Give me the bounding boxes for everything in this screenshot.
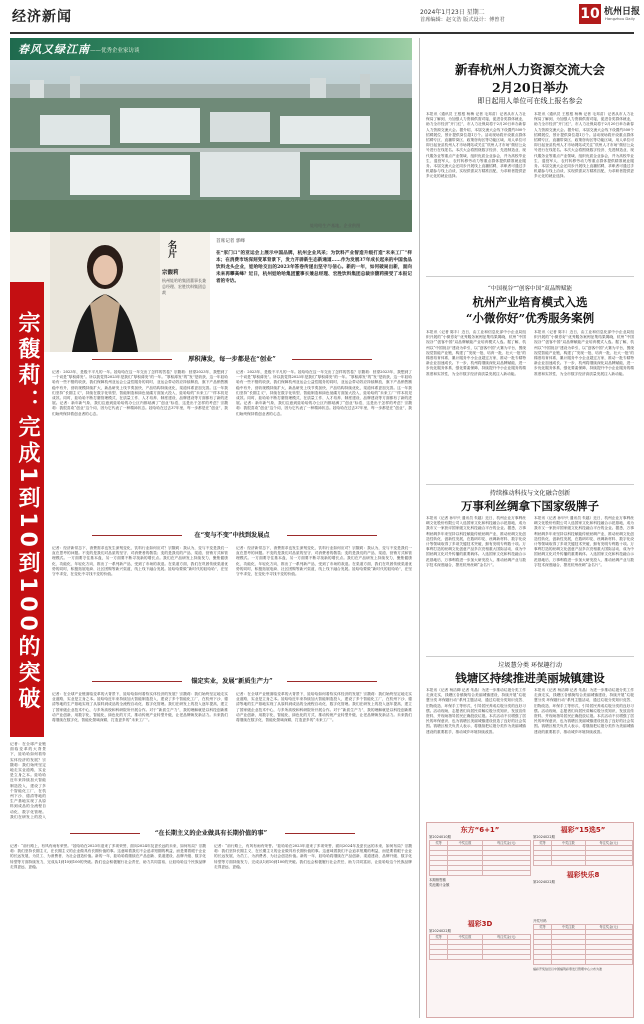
- lottery-east-pool: 奖池累计金额: [429, 883, 450, 888]
- subhead-1-text: 厚积薄发，每一步都是在“创业”: [188, 356, 276, 363]
- gz-article: [426, 282, 634, 482]
- lottery-fc15-table: 奖等 中奖注数 每注奖金(元): [533, 840, 633, 866]
- masthead-rule: [10, 32, 634, 34]
- qt-headline: 钱塘区持续推进美丽城镇建设: [455, 671, 605, 685]
- feature-body-3c: 记者：在全球产业链面临变革的大背景下，娃哈哈如何看待实体经济的发展？宗馥莉：我们始终坚定地走实业道路，实业是立身之本。娃哈哈近年来持续加大智能制造投入，建设了多个智能化工厂，在杭州下沙、德清等地的生产基地实现了从原料到成品的全流程自动化、数字化管理。我们在研发上的投入: [10, 742, 46, 819]
- hr-headline-2: 2月20日举办: [491, 80, 569, 95]
- qt-kicker: 垃圾慧分类 环保趣行动: [498, 662, 562, 669]
- qt-article: [426, 660, 634, 820]
- feature-body-1: 记者：2023年，是极不平凡的一年。娃哈哈在这一年交出了怎样的答卷？宗馥莉：回望2023年，我想到了一个词是“厚积薄发”。所以我觉得2023年是我们“厚积薄发”的一年。“厚积薄发”的“发”是收获，这一年娃哈哈有一些不错的收获，我们保障杭州亚运会公益性服务的同时，亚运会带动效应持续释放，旗下产品销售额稳中有升，营收规模持续扩大，新品研发上线节奏加快，产品结构持续优化，渠道体系更加完善。这一年我们坚持“长期主义”，持续在数字化转型、智能制造和绿色低碳方面加大投入，娃哈哈的“未来工厂”样本初见成效。同时，娃哈哈不断打磨管理模式，在质量工作、人才培养、制度建设、品牌建设等方面都有了新的进展。记者：新年新气象，我们注意到娃哈哈的办公区内都贴满了“创业”标语，这是出于怎样的考虑？宗馥莉：我很喜欢“创业”这个词，因为它代表了一种精神状态。娃哈哈在过去37年里，每一步都是在“创业”，我们始终保持着创业者的心态。: [52, 370, 228, 416]
- gz-headline-1: 杭州产业培育模式入选: [472, 295, 588, 309]
- lottery-happy8-table: 奖等 中奖注数 每注奖金(元): [533, 924, 633, 965]
- subhead-2-text: 在“变与不变”中找到发展点: [194, 532, 270, 539]
- lottery-east: [429, 825, 531, 917]
- name-card-panel: [136, 214, 336, 232]
- qt-body-b: 本报讯（记者 杨洁卿 记者 朱晶）为进一步推动垃圾分类工作走深走实，钱塘区各镇街结合美丽城镇建设，持续开展“垃圾慧分类 环保趣行动”系列主题活动，通过垃圾分类知识竞答、旧物改造、环保手工等形式，引导居民养成垃圾分类的良好习惯。活动现场，志愿者们向居民讲解垃圾分类知识，发放宣传资料，并现场指导居民正确投放垃圾。本次活动不仅增强了居民的环保意识，也为钱塘区美丽城镇建设营造了良好的社会氛围。钱塘区相关负责人表示，将继续把垃圾分类作为美丽城镇建设的重要抓手，推动城乡环境持续改善。: [534, 688, 634, 734]
- lottery-happy8-issue: 第2024022期: [533, 880, 555, 885]
- vertical-title: 宗馥莉：完成1到10到100的突破: [15, 311, 40, 713]
- subhead-4: [10, 828, 412, 840]
- page-number: 10: [580, 6, 600, 22]
- name-card-name: 宗馥莉: [162, 270, 179, 276]
- feature-body-1b: 记者：2023年，是极不平凡的一年。娃哈哈在这一年交出了怎样的答卷？宗馥莉：回望2023年，我想到了一个词是“厚积薄发”。所以我觉得2023年是我们“厚积薄发”的一年。“厚积薄发”的“发”是收获，这一年娃哈哈有一些不错的收获，我们保障杭州亚运会公益性服务的同时，亚运会带动效应持续释放，旗下产品销售额稳中有升，营收规模持续扩大，新品研发上线节奏加快，产品结构持续优化，渠道体系更加完善。这一年我们坚持“长期主义”，持续在数字化转型、智能制造和绿色低碳方面加大投入，娃哈哈的“未来工厂”样本初见成效。同时，娃哈哈不断打磨管理模式，在质量工作、人才培养、制度建设、品牌建设等方面都有了新的进展。记者：新年新气象，我们注意到娃哈哈的办公区内都贴满了“创业”标语，这是出于怎样的考虑？宗馥莉：我很喜欢“创业”这个词，因为它代表了一种精神状态。娃哈哈在过去37年里，每一步都是在“创业”，我们始终保持着创业者的心态。: [236, 370, 412, 416]
- hr-article-rule: [426, 276, 634, 277]
- feature-banner: [10, 38, 412, 60]
- paper-name-en: Hangzhou Daily: [605, 16, 635, 21]
- column-divider: [419, 38, 420, 1018]
- paper-name: 杭州日报: [604, 7, 641, 17]
- factory-aerial-image: [10, 60, 412, 232]
- lottery-happy8: [533, 919, 633, 1015]
- lottery-east-table: 奖等 中奖注数 每注奖金(元): [429, 840, 531, 876]
- wh-body: 本报讯（记者 孙甲兴 通讯员 朱越）近日，杭州企业万事利丝绸文化股份有限公司入选国家文化和科技融合示范基地，成为我市又一家获评国家级文化科技融合平台的企业。据悉，万事利丝绸多年来坚持以科技赋能传统丝绸产业，推动丝绸文化创造性转化、创新性发展，在数码印花、丝绸新材料、数字化设计等领域取得了多项关键技术突破，拥有发明专利数十项。万事利打造的丝绸文化创意产品多次亮相重大国际活动，成为中国丝绸文化对外传播的重要载体。入选国家文化和科技融合示范基地后，万事利将进一步加大研发投入，推动丝绸产业与数字技术深度融合，擦亮杭州丝绸“金名片”。: [426, 516, 526, 567]
- gz-headline-2: “小微你好”优秀服务案例: [465, 311, 595, 325]
- banner-subtitle: ——优秀企业家访谈: [90, 48, 140, 54]
- lottery-fc3d-title: 福彩3D: [467, 920, 493, 928]
- lottery-fc3d-issue: 第2024022期: [429, 929, 451, 933]
- feature-body-3b: 记者：在全球产业链面临变革的大背景下，娃哈哈如何看待实体经济的发展？宗馥莉：我们始终坚定地走实业道路，实业是立身之本。娃哈哈近年来持续加大智能制造投入，建设了多个智能化工厂，在杭州下沙、德清等地的生产基地实现了从原料到成品的全流程自动化、数字化管理。我们在研发上的投入逐年提高，建立了国家级企业技术中心，与多所高校和科研院所开展合作。对于“新质生产力”，我的理解就是以科技创新推动产业创新，用数字化、智能化、绿色化的方式，推动传统产业转型升级，让老品牌焕发新活力。未来我们将继续在数字化、智能化领域深耕，打造更多的“未来工厂”。: [236, 692, 412, 723]
- lottery-east-sales: 本期销售额: [429, 878, 446, 883]
- gz-body-b: 本报讯（记者 陈丰）近日，由工业和信息化部中小企业局组织开展的“小微你好”优秀服务案例征集结果揭晓，杭州“中国视谷”“创客中国”双品牌赋能产业培育模式入选。据了解，杭州以“中国视谷”建设为牵引，以“创客中国”大赛为平台，围绕视觉智能产业链，构建了“发现一批、培育一批、壮大一批”的梯度培育体系，累计服务中小企业超过万家，推动一批专精特新企业加速成长。下一步，杭州将继续深化双品牌赋能，进一步优化服务体系，强化要素保障，持续提升中小企业服务的精准度和实效性，为全市数字经济高质量发展注入新动能。: [534, 330, 634, 376]
- byline: 首席记者 郭峰: [216, 239, 246, 244]
- feature-body-2b: 记者：经济新常态下，消费需求也发生深刻变化，饮料行业如何应对？宗馥莉：我认为，变与不变是我们一直在思考的问题。不变的是我们对品质的坚守、对消费者的敬畏；变的是我们的产品、渠道、营销方式和管理模式。一方面要守住基本盘，另一方面要不断寻找新的增长点。我们在产品研发上持续发力，聚焦健康化、功能化、年轻化方向，推出了一系列新产品，受到了市场的欢迎。在渠道方面，我们在巩固传统渠道优势的同时，积极拓展电商、社区团购等新兴渠道，线上线下融合发展。娃哈哈要做“新时代的娃哈哈”，在坚守中求变，在变化中寻找不变的价值。: [236, 546, 412, 577]
- wh-headline: 万事利丝绸拿下国家级牌子: [461, 499, 599, 513]
- vertical-title-block: [10, 282, 44, 737]
- lottery-fc3d-table: 奖等 中奖注数 每注奖金(元): [429, 934, 531, 960]
- hr-subhead: 即日起用人单位可在线上报名参会: [477, 97, 583, 105]
- gz-kicker: “中国视谷”“创客中国”双品牌赋能: [487, 286, 573, 292]
- wh-article-rule: [426, 656, 634, 657]
- lottery-footer: 福彩开奖信息以中国福利彩票发行管理中心公布为准: [533, 967, 603, 972]
- hr-body-b: 本报讯（通讯员 王根根 杨梅 记者 毛邦苗）记者从市人力社保局了解到，为加强人力资源供需对接，促进各类群体就业，助力全市经济“开门红”，市人力社保局将于2月20日举办新春人力资源交流大会。据介绍，本届交流大会线下设置约500个招聘展位，预计提供岗位超1万个。活动现场将开设重点群体招聘专区、直播带岗区、政策咨询区等功能区域，用人单位可即日起登录杭州人才市场网站或关注“杭州人才市场”微信公众号进行在线报名。本次大会将围绕数字经济、先进制造业、现代服务业等重点产业领域，组织优质企业参会，并为高校毕业生、退役军人、农村转移劳动力等重点群体提供精准就业服务。本届交流大会还同步开展线上直播招聘，求职者可通过手机端参与线上洽谈，实现供需双方精准匹配，为求职者提供更多元化的就业选择。: [534, 112, 634, 179]
- feature-body-2: 记者：经济新常态下，消费需求也发生深刻变化，饮料行业如何应对？宗馥莉：我认为，变与不变是我们一直在思考的问题。不变的是我们对品质的坚守、对消费者的敬畏；变的是我们的产品、渠道、营销方式和管理模式。一方面要守住基本盘，另一方面要不断寻找新的增长点。我们在产品研发上持续发力，聚焦健康化、功能化、年轻化方向，推出了一系列新产品，受到了市场的欢迎。在渠道方面，我们在巩固传统渠道优势的同时，积极拓展电商、社区团购等新兴渠道，线上线下融合发展。娃哈哈要做“新时代的娃哈哈”，在坚守中求变，在变化中寻找不变的价值。: [52, 546, 228, 577]
- lottery-fc15: [533, 825, 633, 917]
- subhead-4-text: “在长期主义的企业做具有长期价值的事”: [154, 830, 268, 837]
- feature-intro: 在“家门口”的亚运会上展示中国品牌，杭州企业风采；为饮料产业智造升级打造“未来工厂”样本；在消费市场深刻变革背景下，发力开辟新生态新通道……作为发展37年成长起来的中国食品饮料龙头企业，娃哈哈交出的2023年答卷传递出坚守与信心。新的一年，如何破局出新，面向未来再攀高峰？近日，杭州娃哈哈集团董事长兼总经理、宏胜饮料集团总裁宗馥莉接受了本报记者的专访。: [216, 251, 412, 284]
- issue-date: 2024年1月23日 星期二: [420, 9, 485, 16]
- gz-body: 本报讯（记者 陈丰）近日，由工业和信息化部中小企业局组织开展的“小微你好”优秀服务案例征集结果揭晓，杭州“中国视谷”“创客中国”双品牌赋能产业培育模式入选。据了解，杭州以“中国视谷”建设为牵引，以“创客中国”大赛为平台，围绕视觉智能产业链，构建了“发现一批、培育一批、壮大一批”的梯度培育体系，累计服务中小企业超过万家，推动一批专精特新企业加速成长。下一步，杭州将继续深化双品牌赋能，进一步优化服务体系，强化要素保障，持续提升中小企业服务的精准度和实效性，为全市数字经济高质量发展注入新动能。: [426, 330, 526, 376]
- lottery-fc3d: [429, 919, 531, 1015]
- feature-body-4: 记者：“前行路上，有风有雨有荣誉。”娃哈哈在2023年迎来了多项荣誉，面向2024年及更长远的未来，如何布局？宗馥莉：我们坚持长期主义，在长期主义的企业做具有长期价值的事。这意味着我们不会追求短期的利益，而是要着眼于企业的长远发展，为员工、为消费者、为社会创造价值。新的一年，娃哈哈将继续在产品创新、渠道建设、品牌升级、数字化转型等方面持续发力，完成从1到10到100的突破。我们也会积极履行社会责任，助力共同富裕，让娃哈哈这个民族品牌走得更远、更稳。: [10, 844, 206, 869]
- feature-body-4b: 记者：“前行路上，有风有雨有荣誉。”娃哈哈在2023年迎来了多项荣誉，面向2024年及更长远的未来，如何布局？宗馥莉：我们坚持长期主义，在长期主义的企业做具有长期价值的事。这意味着我们不会追求短期的利益，而是要着眼于企业的长远发展，为员工、为消费者、为社会创造价值。新的一年，娃哈哈将继续在产品创新、渠道建设、品牌升级、数字化转型等方面持续发力，完成从1到10到100的突破。我们也会积极履行社会责任，助力共同富裕，让娃哈哈这个民族品牌走得更远、更稳。: [214, 844, 412, 869]
- subhead-2: [52, 530, 412, 542]
- masthead: [0, 0, 644, 35]
- lottery-fc15-issue: 第2024022期: [533, 835, 555, 839]
- hr-article: [426, 38, 634, 272]
- subhead-1: [52, 354, 412, 366]
- section-title: 经济新闻: [12, 9, 72, 25]
- lottery-panel: [426, 822, 634, 1018]
- hr-headline-1: 新春杭州人力资源交流大会: [454, 62, 605, 77]
- name-card-label: 名片: [166, 240, 176, 258]
- wh-body-b: 本报讯（记者 孙甲兴 通讯员 朱越）近日，杭州企业万事利丝绸文化股份有限公司入选国家文化和科技融合示范基地，成为我市又一家获评国家级文化科技融合平台的企业。据悉，万事利丝绸多年来坚持以科技赋能传统丝绸产业，推动丝绸文化创造性转化、创新性发展，在数码印花、丝绸新材料、数字化设计等领域取得了多项关键技术突破，拥有发明专利数十项。万事利打造的丝绸文化创意产品多次亮相重大国际活动，成为中国丝绸文化对外传播的重要载体。入选国家文化和科技融合示范基地后，万事利将进一步加大研发投入，推动丝绸产业与数字技术深度融合，擦亮杭州丝绸“金名片”。: [534, 516, 634, 567]
- qt-body: 本报讯（记者 杨洁卿 记者 朱晶）为进一步推动垃圾分类工作走深走实，钱塘区各镇街结合美丽城镇建设，持续开展“垃圾慧分类 环保趣行动”系列主题活动，通过垃圾分类知识竞答、旧物改造、环保手工等形式，引导居民养成垃圾分类的良好习惯。活动现场，志愿者们向居民讲解垃圾分类知识，发放宣传资料，并现场指导居民正确投放垃圾。本次活动不仅增强了居民的环保意识，也为钱塘区美丽城镇建设营造了良好的社会氛围。钱塘区相关负责人表示，将继续把垃圾分类作为美丽城镇建设的重要抓手，推动城乡环境持续改善。: [426, 688, 526, 734]
- feature-body-3: 记者：在全球产业链面临变革的大背景下，娃哈哈如何看待实体经济的发展？宗馥莉：我们始终坚定地走实业道路，实业是立身之本。娃哈哈近年来持续加大智能制造投入，建设了多个智能化工厂，在杭州下沙、德清等地的生产基地实现了从原料到成品的全流程自动化、数字化管理。我们在研发上的投入逐年提高，建立了国家级企业技术中心，与多所高校和科研院所开展合作。对于“新质生产力”，我的理解就是以科技创新推动产业创新，用数字化、智能化、绿色化的方式，推动传统产业转型升级，让老品牌焕发新活力。未来我们将继续在数字化、智能化领域深耕，打造更多的“未来工厂”。: [52, 692, 228, 723]
- wh-article: [426, 488, 634, 654]
- subhead-3-text: 锚定实业，发展“新质生产力”: [191, 678, 273, 685]
- lottery-happy8-title: 福彩快乐8: [566, 871, 600, 880]
- lottery-fc15-title: 福彩“15选5”: [560, 826, 606, 834]
- hr-body: 本报讯（通讯员 王根根 杨梅 记者 毛邦苗）记者从市人力社保局了解到，为加强人力资源供需对接，促进各类群体就业，助力全市经济“开门红”，市人力社保局将于2月20日举办新春人力资源交流大会。据介绍，本届交流大会线下设置约500个招聘展位，预计提供岗位超1万个。活动现场将开设重点群体招聘专区、直播带岗区、政策咨询区等功能区域，用人单位可即日起登录杭州人才市场网站或关注“杭州人才市场”微信公众号进行在线报名。本次大会将围绕数字经济、先进制造业、现代服务业等重点产业领域，组织优质企业参会，并为高校毕业生、退役军人、农村转移劳动力等重点群体提供精准就业服务。本届交流大会还同步开展线上直播招聘，求职者可通过手机端参与线上洽谈，实现供需双方精准匹配，为求职者提供更多元化的就业选择。: [426, 112, 526, 179]
- lottery-happy8-open: 开奖号码: [533, 919, 547, 923]
- banner-title: 春风又绿江南: [18, 43, 90, 56]
- photo-caption: 娃哈哈生产基地。企业供图: [310, 223, 361, 228]
- wh-kicker: 持续推动科技与文化融合创新: [489, 490, 571, 497]
- gz-article-rule: [426, 484, 634, 485]
- factory-photo: [10, 60, 412, 232]
- lottery-east-title: 东方“6+1”: [460, 826, 500, 834]
- subhead-3: [52, 676, 412, 688]
- lottery-east-issue: 第2024010期: [429, 835, 451, 839]
- editor-credits: 首席编辑：赵文浩 版式设计：傅曾君: [420, 17, 505, 23]
- name-card-description: 杭州娃哈哈集团董事长兼总经理、宏胜饮料集团总裁: [162, 278, 206, 295]
- portrait-image: [50, 232, 160, 352]
